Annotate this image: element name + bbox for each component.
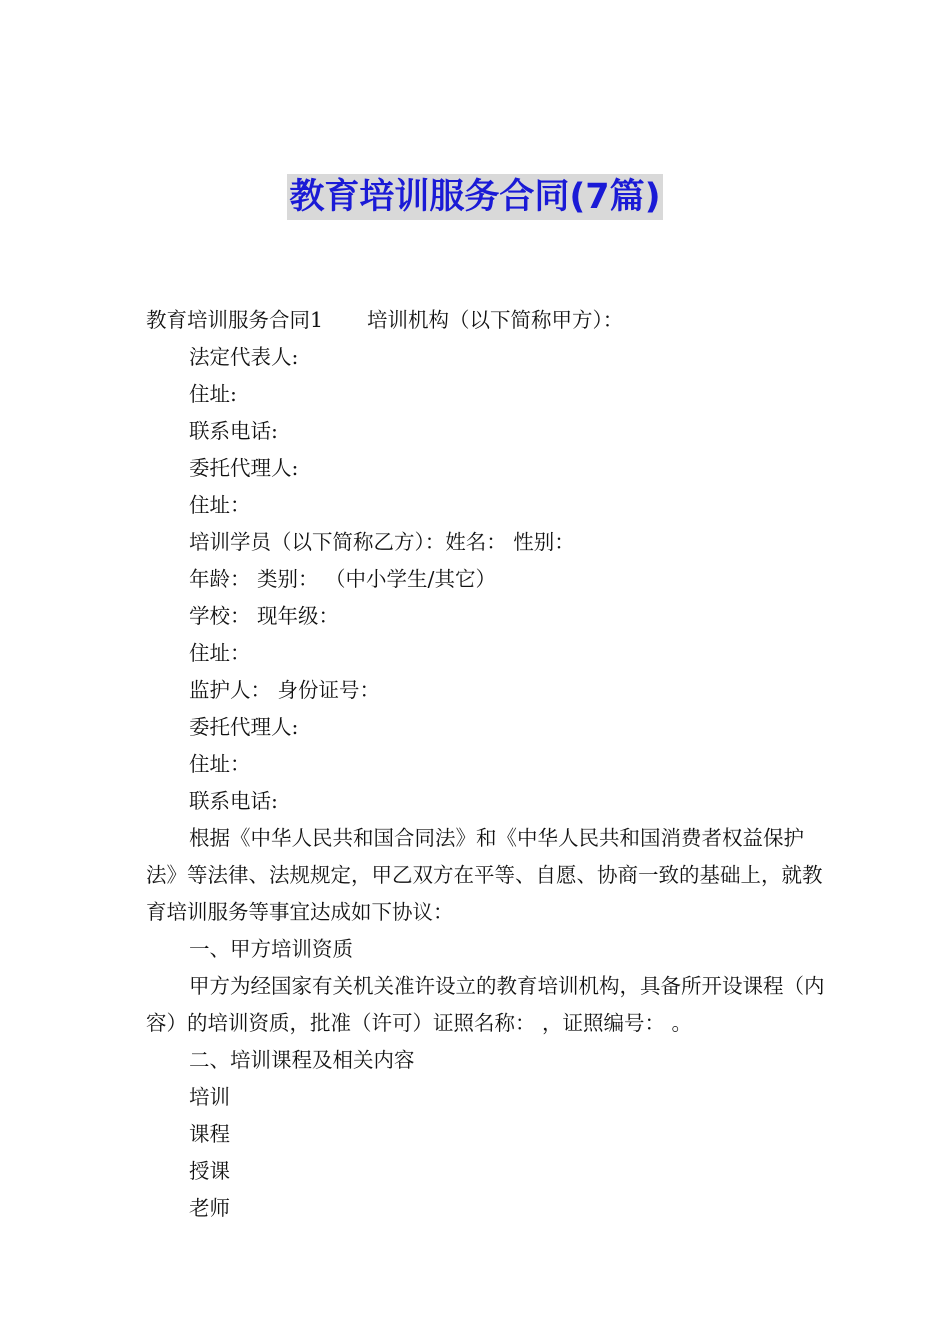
- field-address-a: 住址:: [189, 382, 237, 406]
- section2-item: 课程: [189, 1122, 230, 1146]
- field-school-grade: 学校： 现年级：: [189, 604, 340, 628]
- document-body: [146, 302, 826, 1227]
- section1-heading: 一、甲方培训资质: [189, 937, 353, 961]
- field-phone-b: 联系电话:: [189, 789, 278, 813]
- document-title: 教育培训服务合同(7篇): [287, 174, 662, 220]
- field-agent-address-b: 住址：: [189, 752, 251, 776]
- field-agent-b: 委托代理人:: [189, 715, 299, 739]
- section2-item: 培训: [189, 1085, 230, 1109]
- section2-heading: 二、培训课程及相关内容: [189, 1048, 415, 1072]
- document-title-wrap: [0, 174, 950, 220]
- field-agent-address-a: 住址：: [189, 493, 251, 517]
- heading-line: [146, 302, 826, 339]
- section1-text: 甲方为经国家有关机关准许设立的教育培训机构，具备所开设课程（内容）的培训资质，批准（许可）证照名称： ，证照编号： 。: [146, 974, 825, 1035]
- field-agent-a: 委托代理人:: [189, 456, 299, 480]
- party-a-label: 培训机构（以下简称甲方）：: [367, 308, 624, 332]
- section2-item: 授课: [189, 1159, 230, 1183]
- field-guardian-id: 监护人： 身份证号：: [189, 678, 381, 702]
- field-party-b: 培训学员（以下简称乙方）：姓名： 性别：: [189, 530, 575, 554]
- field-legal-rep: 法定代表人:: [189, 345, 299, 369]
- paragraph-basis: 根据《中华人民共和国合同法》和《中华人民共和国消费者权益保护法》等法律、法规规定，甲乙双方在平等、自愿、协商一致的基础上，就教育培训服务等事宜达成如下协议：: [146, 826, 823, 924]
- section2-item: 老师: [189, 1196, 230, 1220]
- field-age-category: 年龄： 类别： （中小学生/其它）: [189, 567, 496, 591]
- field-address-b: 住址：: [189, 641, 251, 665]
- field-phone-a: 联系电话:: [189, 419, 278, 443]
- contract-number: 教育培训服务合同1: [146, 308, 324, 332]
